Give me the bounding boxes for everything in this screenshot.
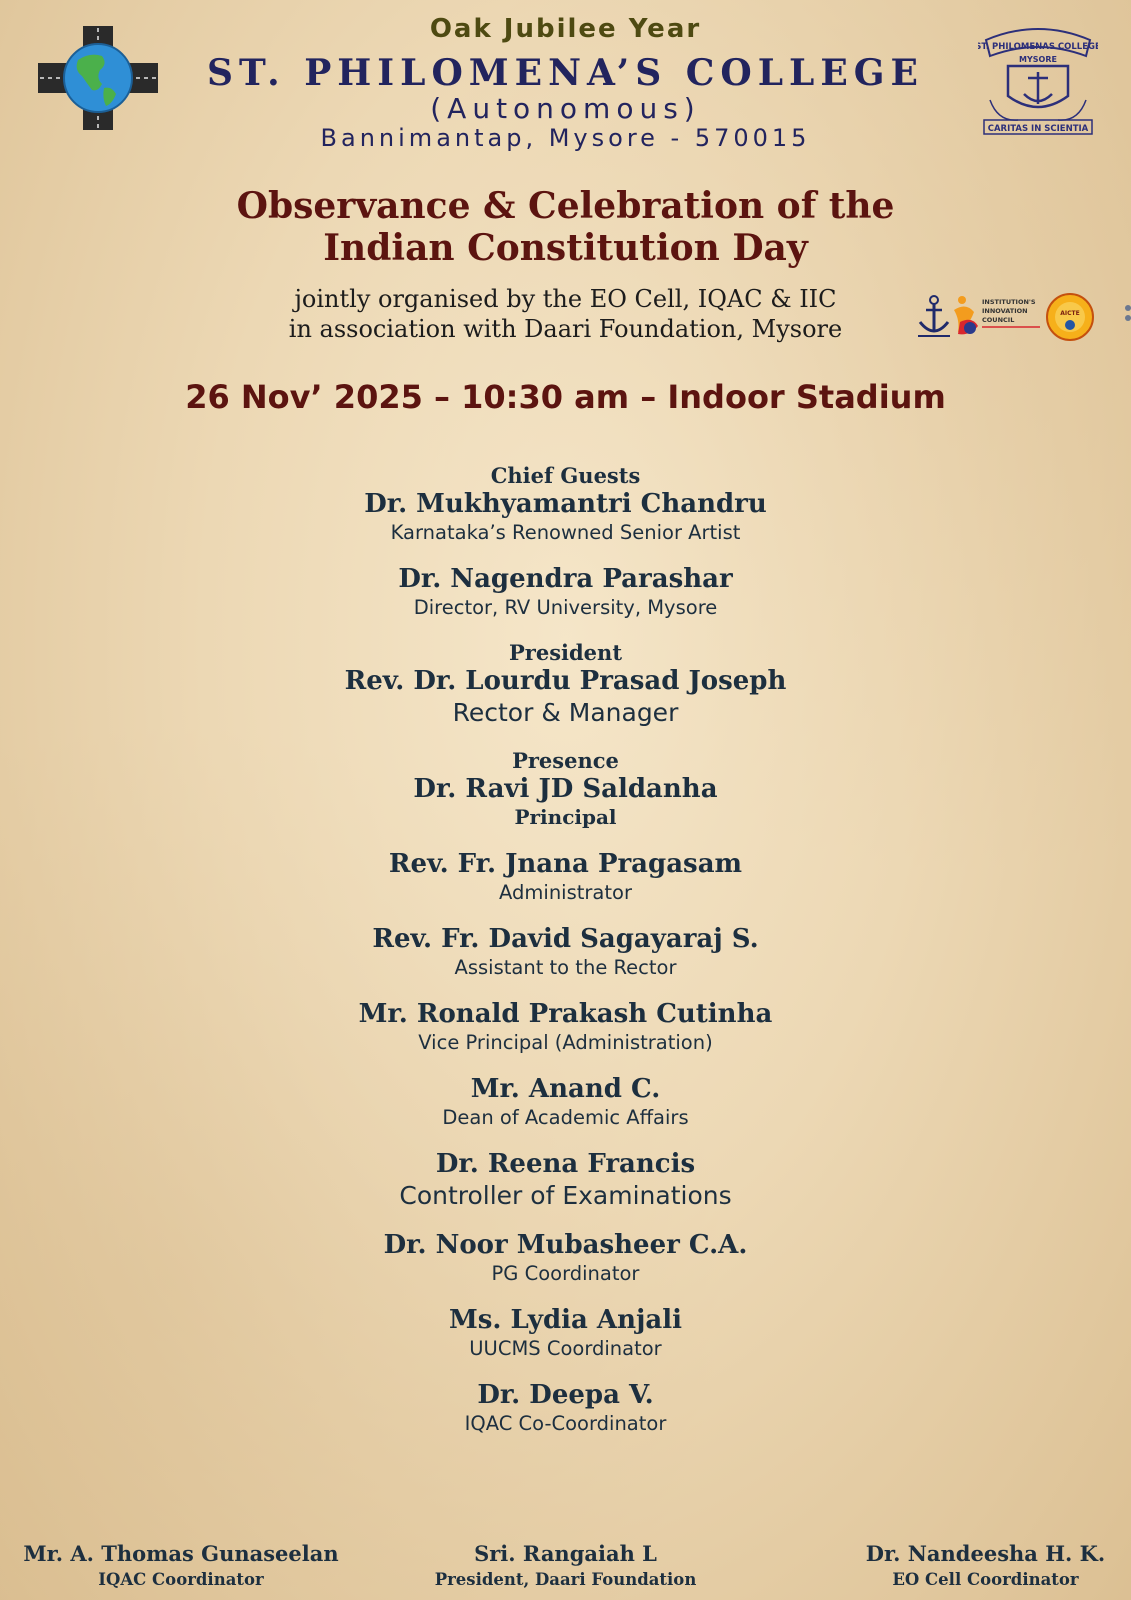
footer-signatory-center: [400, 1540, 731, 1592]
person-designation: Vice Principal (Administration): [418, 1031, 713, 1054]
list-item: [0, 1149, 1131, 1211]
person-name: Mr. Anand C.: [470, 1074, 661, 1104]
svg-text:INNOVATION: INNOVATION: [982, 307, 1028, 315]
autonomous-label: (Autonomous): [430, 92, 701, 125]
person-designation: Rector & Manager: [452, 698, 679, 727]
svg-text:AICTE: AICTE: [1060, 310, 1080, 317]
person-name: Dr. Mukhyamantri Chandru: [364, 489, 767, 519]
list-item: [0, 1380, 1131, 1436]
person-name: Ms. Lydia Anjali: [448, 1305, 683, 1335]
person-designation: Principal: [514, 805, 617, 829]
list-item: [0, 639, 1131, 728]
event-title-line-1: Observance & Celebration of the: [236, 185, 895, 227]
event-title: [0, 185, 1131, 269]
seal-top-text: ST. PHILOMENAS COLLEGE: [978, 42, 1098, 52]
person-designation: Dean of Academic Affairs: [442, 1106, 689, 1129]
seal-mid-text: MYSORE: [1019, 55, 1057, 64]
event-title-line-2: Indian Constitution Day: [323, 227, 808, 269]
person-name: Rev. Fr. Jnana Pragasam: [388, 849, 743, 879]
iic-logo-icon: [954, 296, 1040, 334]
partner-logos: [914, 292, 1131, 342]
list-item: [0, 564, 1131, 620]
college-name: ST. PHILOMENA’S COLLEGE: [207, 52, 924, 94]
person-designation: Administrator: [499, 881, 632, 904]
person-name: Rev. Dr. Lourdu Prasad Joseph: [344, 666, 787, 696]
person-designation: PG Coordinator: [491, 1262, 640, 1285]
person-designation: Director, RV University, Mysore: [413, 596, 718, 619]
anchor-icon: [918, 296, 950, 336]
person-name: Dr. Noor Mubasheer C.A.: [383, 1230, 748, 1260]
aicte-logo-icon: [1047, 294, 1093, 340]
list-item: [0, 1230, 1131, 1286]
event-date-time-venue: 26 Nov’ 2025 – 10:30 am – Indoor Stadium: [185, 378, 946, 416]
person-name: Rev. Fr. David Sagayaraj S.: [372, 924, 759, 954]
seal-motto-text: CARITAS IN SCIENTIA: [987, 124, 1089, 134]
signatory-role: IQAC Coordinator: [98, 1570, 264, 1589]
footer-signatory-right: [845, 1540, 1126, 1592]
person-name: Dr. Reena Francis: [435, 1149, 696, 1179]
svg-text:COUNCIL: COUNCIL: [982, 316, 1015, 324]
list-item: [0, 849, 1131, 905]
person-designation: UUCMS Coordinator: [469, 1337, 662, 1360]
person-designation: Controller of Examinations: [399, 1181, 732, 1210]
organisers-line-2: in association with Daari Foundation, Mysore: [288, 315, 843, 343]
list-item: [0, 1074, 1131, 1130]
list-item: [0, 462, 1131, 545]
person-designation: Karnataka’s Renowned Senior Artist: [390, 521, 741, 544]
person-name: Dr. Nagendra Parashar: [398, 564, 733, 594]
list-item: [0, 924, 1131, 980]
list-item: [0, 999, 1131, 1055]
organisers-line-1: jointly organised by the EO Cell, IQAC & IIC: [294, 285, 837, 313]
person-designation: IQAC Co-Coordinator: [464, 1412, 667, 1435]
person-name: Dr. Ravi JD Saldanha: [413, 774, 718, 804]
signatory-name: Dr. Nandeesha H. K.: [865, 1541, 1106, 1566]
person-designation: Assistant to the Rector: [454, 956, 677, 979]
list-item: [0, 747, 1131, 830]
list-item: [0, 1305, 1131, 1361]
signatory-name: Sri. Rangaiah L: [474, 1541, 657, 1566]
signatory-role: EO Cell Coordinator: [892, 1570, 1079, 1589]
role-heading: President: [508, 640, 623, 665]
dignitaries-list: [0, 462, 1131, 1455]
footer-signatory-left: [0, 1540, 362, 1592]
person-name: Mr. Ronald Prakash Cutinha: [358, 999, 773, 1029]
jubilee-year-label: Oak Jubilee Year: [429, 14, 702, 44]
person-name: Dr. Deepa V.: [477, 1380, 654, 1410]
svg-text:INSTITUTION'S: INSTITUTION'S: [982, 298, 1036, 306]
college-address: Bannimantap, Mysore - 570015: [320, 124, 811, 152]
signatory-role: President, Daari Foundation: [434, 1570, 697, 1589]
role-heading: Presence: [512, 748, 619, 773]
role-heading: Chief Guests: [490, 463, 641, 488]
signatory-name: Mr. A. Thomas Gunaseelan: [23, 1541, 339, 1566]
